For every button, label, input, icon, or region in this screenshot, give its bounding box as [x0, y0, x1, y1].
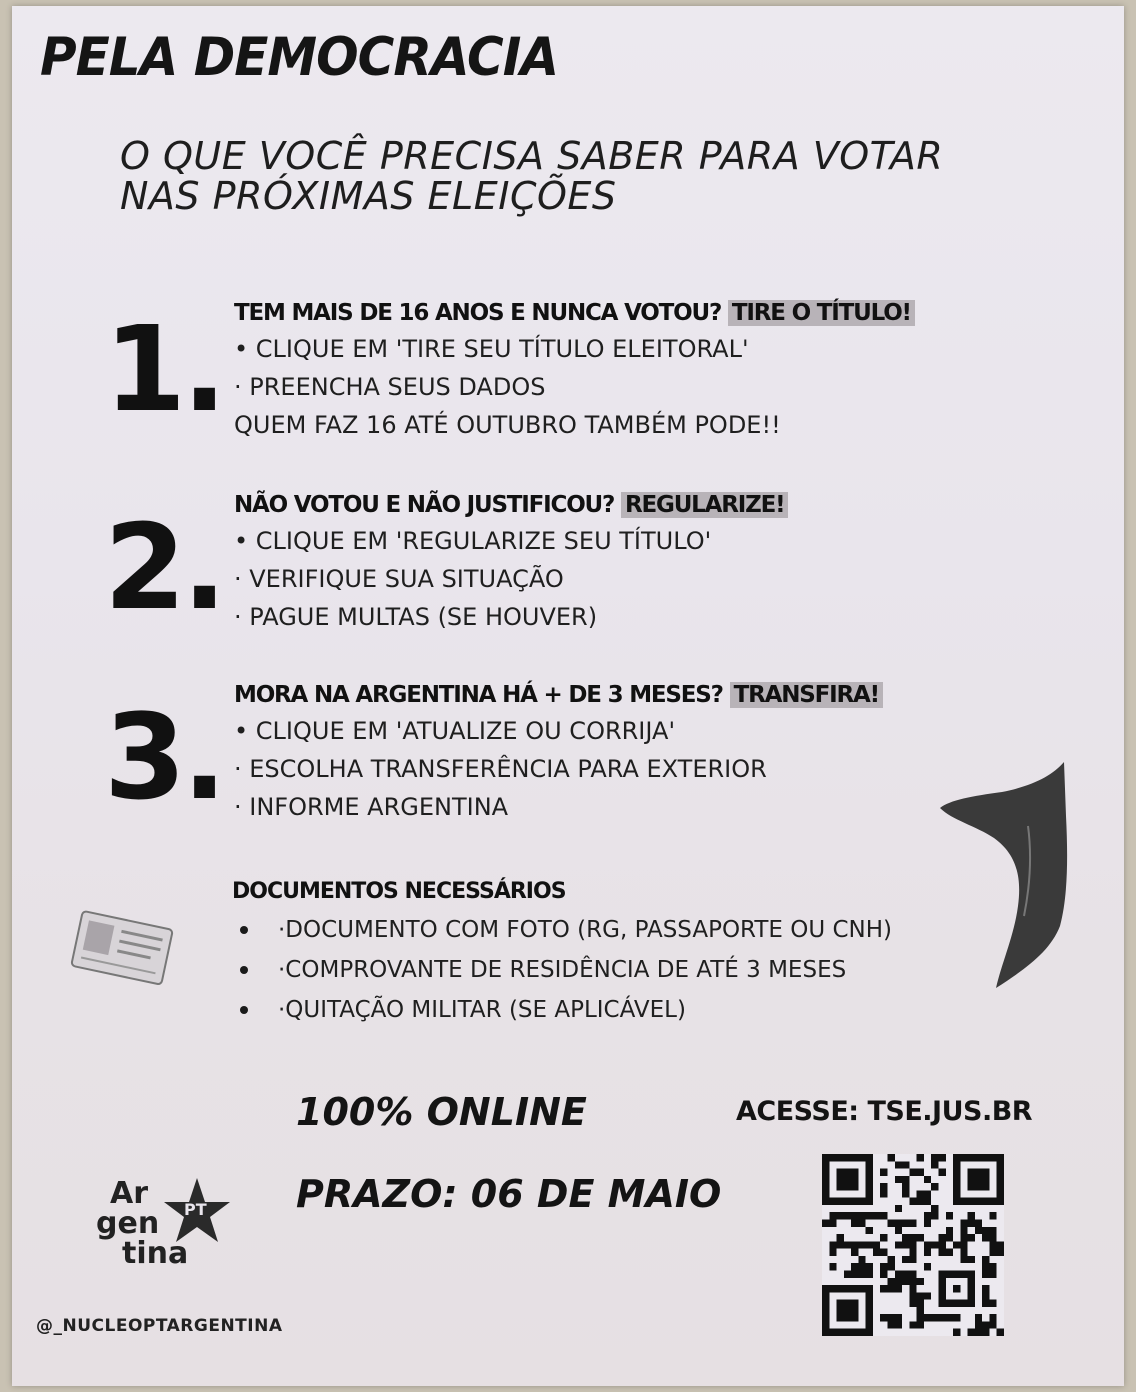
step-line: · PAGUE MULTAS (SE HOUVER) — [234, 603, 598, 631]
step-question: TEM MAIS DE 16 ANOS E NUNCA VOTOU? — [234, 300, 722, 326]
step-line: · VERIFIQUE SUA SITUAÇÃO — [234, 565, 564, 593]
step-question: MORA NA ARGENTINA HÁ + DE 3 MESES? — [234, 682, 723, 708]
subtitle-line-1: O QUE VOCÊ PRECISA SABER PARA VOTAR — [120, 134, 944, 178]
flyer-title: PELA DEMOCRACIA — [40, 26, 559, 88]
step-body — [234, 488, 1094, 636]
step-number: 2. — [104, 498, 223, 636]
step-line: • CLIQUE EM 'REGULARIZE SEU TÍTULO' — [234, 527, 712, 555]
step-line: · INFORME ARGENTINA — [234, 793, 509, 821]
step-line: • CLIQUE EM 'ATUALIZE OU CORRIJA' — [234, 717, 676, 745]
star-text: PT — [184, 1200, 207, 1219]
subtitle-line-2: NAS PRÓXIMAS ELEIÇÕES — [120, 174, 617, 218]
documents-section — [232, 874, 1092, 1030]
list-item: ·QUITAÇÃO MILITAR (SE APLICÁVEL) — [232, 990, 1092, 1030]
step-line: QUEM FAZ 16 ATÉ OUTUBRO TAMBÉM PODE!! — [234, 411, 781, 439]
step-action: TRANSFIRA! — [730, 682, 883, 708]
qr-code[interactable] — [822, 1154, 1004, 1336]
online-notice: 100% ONLINE — [296, 1090, 587, 1134]
documents-title: DOCUMENTOS NECESSÁRIOS — [232, 879, 566, 904]
id-card-icon — [68, 908, 178, 988]
logo — [92, 1176, 242, 1286]
list-item: ·DOCUMENTO COM FOTO (RG, PASSAPORTE OU CNH) — [232, 910, 1092, 950]
step-line: · PREENCHA SEUS DADOS — [234, 373, 546, 401]
step-body — [234, 296, 1094, 444]
step-title — [234, 296, 1094, 330]
step-title — [234, 678, 1094, 712]
flyer — [12, 6, 1124, 1386]
step-number: 1. — [104, 300, 223, 438]
step-line: • CLIQUE EM 'TIRE SEU TÍTULO ELEITORAL' — [234, 335, 749, 363]
documents-list — [232, 910, 1092, 1030]
logo-line-2: gen — [96, 1206, 160, 1241]
step-line: · ESCOLHA TRANSFERÊNCIA PARA EXTERIOR — [234, 755, 767, 783]
deadline-notice: PRAZO: 06 DE MAIO — [296, 1172, 722, 1216]
logo-line-3: tina — [122, 1236, 189, 1271]
step-number: 3. — [104, 688, 223, 826]
flyer-subtitle — [120, 136, 1020, 216]
step-action: TIRE O TÍTULO! — [728, 300, 915, 326]
step-question: NÃO VOTOU E NÃO JUSTIFICOU? — [234, 492, 615, 518]
access-link[interactable]: ACESSE: TSE.JUS.BR — [736, 1096, 1033, 1127]
step-title — [234, 488, 1094, 522]
list-item: ·COMPROVANTE DE RESIDÊNCIA DE ATÉ 3 MESES — [232, 950, 1092, 990]
logo-line-1: Ar — [110, 1176, 149, 1211]
step-action: REGULARIZE! — [621, 492, 788, 518]
social-handle: @_NUCLEOPTARGENTINA — [36, 1316, 283, 1336]
